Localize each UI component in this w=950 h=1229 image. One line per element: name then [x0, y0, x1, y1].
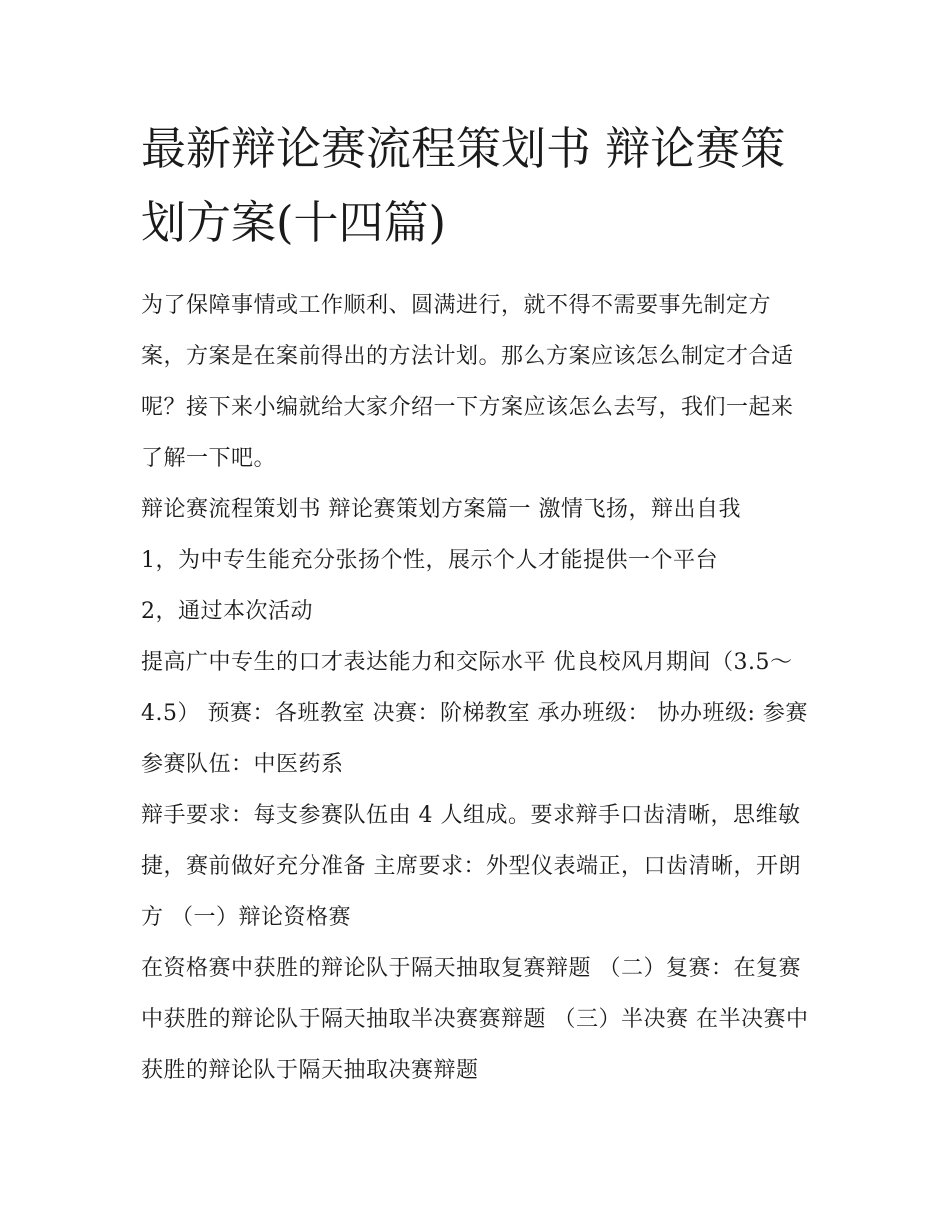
- paragraph-section-heading: 辩论赛流程策划书 辩论赛策划方案篇一 激情飞扬，辩出自我: [141, 497, 741, 522]
- paragraph-rounds: 在资格赛中获胜的辩论队于隔天抽取复赛辩题 （二）复赛：在复赛中获胜的辩论队于隔天抽取半决赛赛辩题 （三）半决赛 在半决赛中获胜的辩论队于隔天抽取决赛辩题: [141, 956, 809, 1083]
- paragraph-requirements: 辩手要求：每支参赛队伍由 4 人组成。要求辩手口齿清晰，思维敏捷，赛前做好充分准备 主席要求：外型仪表端正，口齿清晰，开朗方 （一）辩论资格赛: [141, 803, 801, 930]
- paragraph-goal-2: 2，通过本次活动: [141, 599, 313, 624]
- document-page: [141, 112, 813, 1096]
- document-body: [141, 280, 813, 1096]
- document-title: 最新辩论赛流程策划书 辩论赛策划方案(十四篇): [141, 122, 786, 249]
- paragraph-schedule: 提高广中专生的口才表达能力和交际水平 优良校风月期间（3.5～4.5） 预赛：各班教室 决赛：阶梯教室 承办班级： 协办班级: 参赛参赛队伍：中医药系: [141, 650, 808, 777]
- paragraph-intro: 为了保障事情或工作顺利、圆满进行，就不得不需要事先制定方案，方案是在案前得出的方法计划。那么方案应该怎么制定才合适呢？接下来小编就给大家介绍一下方案应该怎么去写，我们一起来了解一下吧。: [141, 293, 794, 471]
- paragraph-goal-1: 1，为中专生能充分张扬个性，展示个人才能提供一个平台: [141, 548, 718, 573]
